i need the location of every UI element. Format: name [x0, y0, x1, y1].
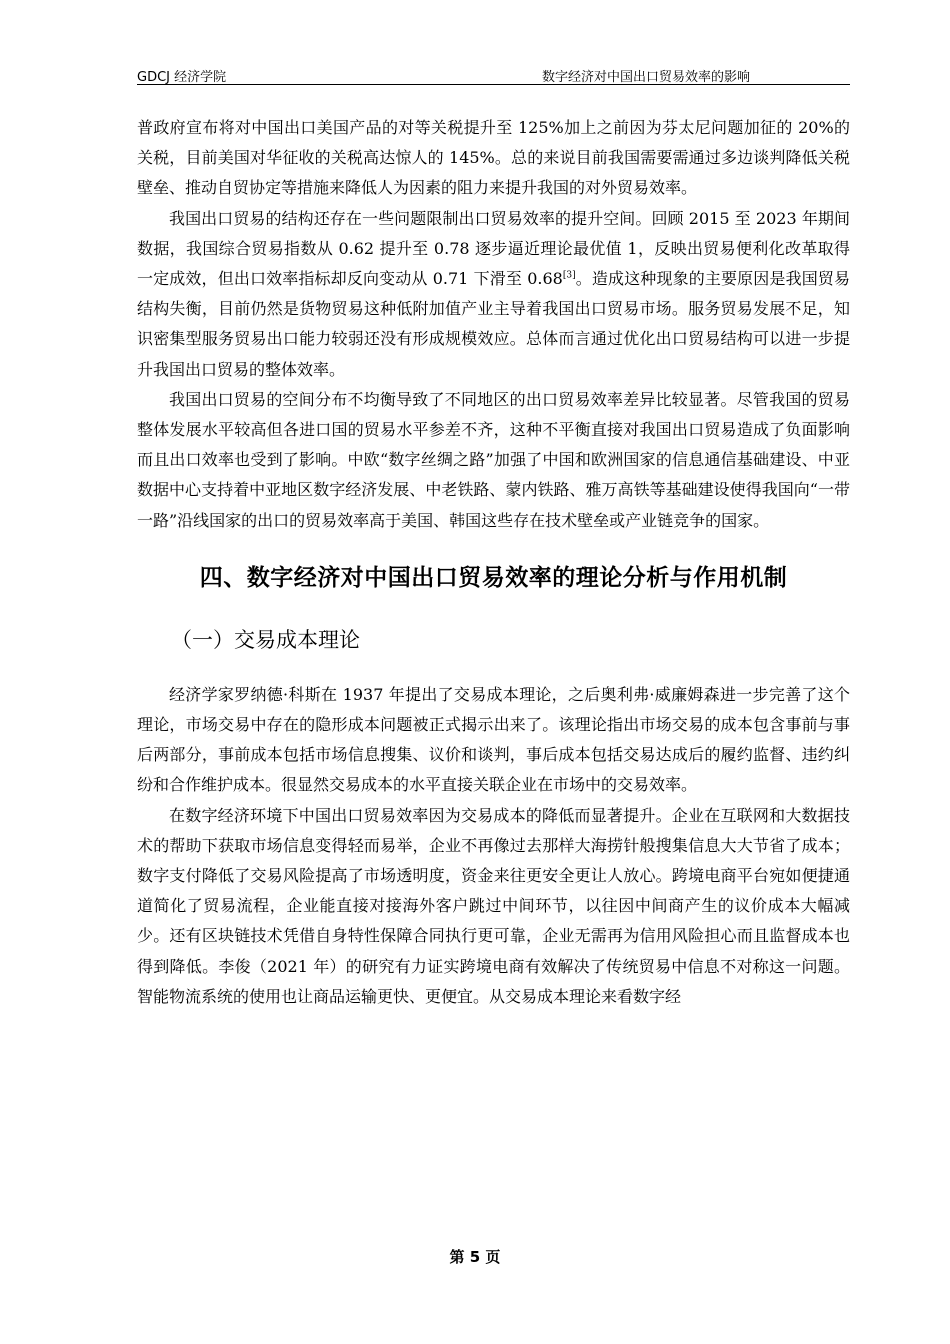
- paragraph-continued: 普政府宣布将对中国出口美国产品的对等关税提升至 125%加上之前因为芬太尼问题加征的 20%的关税，目前美国对华征收的关税高达惊人的 145%。总的来说目前我国需要需通过多边谈判降低关税壁垒、推动自贸协定等措施来降低人为因素的阻力来提升我国的对外贸易效率。: [137, 118, 850, 198]
- paragraph-digital-economy: 在数字经济环境下中国出口贸易效率因为交易成本的降低而显著提升。企业在互联网和大数据技术的帮助下获取市场信息变得轻而易举，企业不再像过去那样大海捞针般搜集信息大大节省了成本；数字支付降低了交易风险提高了市场透明度，资金来往更安全更让人放心。跨境电商平台宛如便捷通道简化了贸易流程，企业能直接对接海外客户跳过中间环节，以往因中间商产生的议价成本大幅减少。还有区块链技术凭借自身特性保障合同执行更可靠，企业无需再为信用风险担心而且监督成本也得到降低。李俊（2021 年）的研究有力证实跨境电商有效解决了传统贸易中信息不对称这一问题。智能物流系统的使用也让商品运输更快、更便宜。从交易成本理论来看数字经: [137, 805, 850, 1006]
- paragraph-trade-structure: [137, 204, 850, 385]
- section-heading: 四、数字经济对中国出口贸易效率的理论分析与作用机制: [199, 564, 788, 591]
- paragraph-spatial-distribution: 我国出口贸易的空间分布不均衡导致了不同地区的出口贸易效率差异比较显著。尽管我国的贸易整体发展水平较高但各进口国的贸易水平参差不齐，这种不平衡直接对我国出口贸易造成了负面影响而且出口效率也受到了影响。中欧“数字丝绸之路”加强了中国和欧洲国家的信息通信基础建设、中亚数据中心支持着中亚地区数字经济发展、中老铁路、蒙内铁路、雅万高铁等基础建设使得我国向“一带一路”沿线国家的出口的贸易效率高于美国、韩国这些存在技术壁垒或产业链竞争的国家。: [137, 389, 850, 530]
- subsection-heading: （一）交易成本理论: [171, 627, 360, 652]
- page-number: 第 5 页: [449, 1248, 501, 1266]
- page-header: [137, 62, 850, 85]
- paragraph-transaction-cost-theory: 经济学家罗纳德·科斯在 1937 年提出了交易成本理论，之后奥利弗·威廉姆森进一步完善了这个理论，市场交易中存在的隐形成本问题被正式揭示出来了。该理论指出市场交易的成本包含事前与事后两部分，事前成本包括市场信息搜集、议价和谈判，事后成本包括交易达成后的履约监督、违约纠纷和合作维护成本。很显然交易成本的水平直接关联企业在市场中的交易效率。: [137, 684, 850, 795]
- page-body: [137, 113, 850, 1012]
- header-institution: GDCJ 经济学院: [137, 70, 227, 85]
- paragraph-text: 。造成这种现象的主要原因是我国贸易结构失衡，目前仍然是货物贸易这种低附加值产业主导着我国出口贸易市场。服务贸易发展不足，知识密集型服务贸易出口能力较弱还没有形成规模效应。总体而言通过优化出口贸易结构可以进一步提升我国出口贸易的整体效率。: [137, 269, 850, 379]
- citation-ref: [3]: [562, 270, 576, 281]
- paragraph-text: 我国出口贸易的结构还存在一些问题限制出口贸易效率的提升空间。回顾 2015 至 2023 年期间数据，我国综合贸易指数从 0.62 提升至 0.78 逐步逼近理论最优值 1，反映出贸易便利化改革取得一定成效，但出口效率指标却反向变动从 0.71 下滑至 0.68: [137, 208, 850, 289]
- header-paper-title: 数字经济对中国出口贸易效率的影响: [541, 70, 750, 85]
